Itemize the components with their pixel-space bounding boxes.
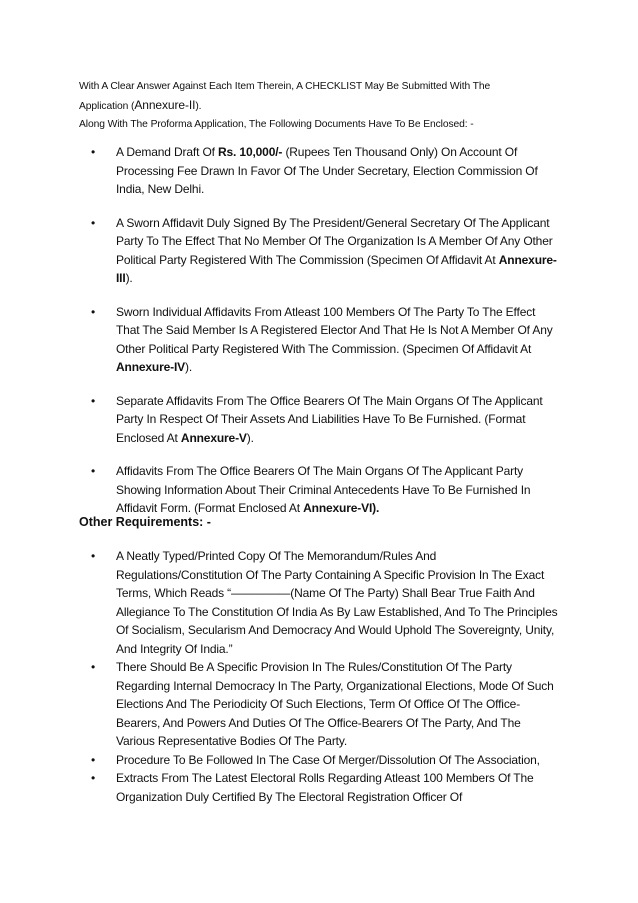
intro-line-3 bbox=[79, 116, 599, 134]
item-text-post: ). bbox=[185, 360, 193, 374]
item-text: There Should Be A Specific Provision In The Rules/Constitution Of The Party Regarding Internal Democracy In The Party, Organizational Elections, Mode Of Such Elections And The Periodicity Of Such Elections, Term Of Office Of The Office-Bearers, And Powers And Duties Of The Office-Bearers Of The Party, And The Various Representative Bodies Of The Party. bbox=[116, 660, 554, 748]
bullet-icon: • bbox=[91, 464, 96, 478]
item-text-pre: Separate Affidavits From The Office Bearers Of The Main Organs Of The Applicant Party In Respect Of Their Assets And Liabilities Have To Be Furnished. (Format Enclosed At bbox=[116, 393, 543, 445]
item-text-bold: Annexure-VI). bbox=[303, 501, 380, 515]
other-requirements-list bbox=[79, 547, 559, 806]
intro-line-1-text: With A Clear Answer Against Each Item Therein, A CHECKLIST May Be Submitted With The bbox=[79, 81, 491, 92]
list-item bbox=[79, 214, 559, 288]
other-requirements-heading: Other Requirements: - bbox=[79, 515, 211, 529]
list-item bbox=[79, 303, 559, 377]
item-text: Procedure To Be Followed In The Case Of Merger/Dissolution Of The Association, bbox=[116, 752, 540, 767]
intro-line-2-prefix: Application ( bbox=[79, 101, 135, 112]
item-text: A Neatly Typed/Printed Copy Of The Memorandum/Rules And Regulations/Constitution Of The Party Containing A Specific Provision In The Exact Terms, Which Reads “—————(Name Of The Party) Shall Bear True Faith And Allegiance To The Constitution Of India As By Law Established, And To The Principles Of Socialism, Secularism And Democracy And Would Uphold The Sovereignty, Unity, And Integrity Of India.” bbox=[116, 549, 558, 656]
bullet-icon: • bbox=[91, 304, 96, 319]
intro-line-3-text: Along With The Proforma Application, The Following Documents Have To Be Enclosed: - bbox=[79, 119, 474, 130]
bullet-icon: • bbox=[91, 771, 96, 785]
item-text-pre: Sworn Individual Affidavits From Atleast 100 Members Of The Party To The Effect That The Said Member Is A Registered Elector And That He Is Not A Member Of Any Other Political Party Registered With The Commission. (Specimen Of Affidavit At bbox=[116, 304, 553, 356]
item-text: Extracts From The Latest Electoral Rolls Regarding Atleast 100 Members Of The Organization Duly Certified By The Electoral Registration Officer Of bbox=[116, 771, 534, 804]
list-item bbox=[79, 392, 559, 448]
item-text-pre: Affidavits From The Office Bearers Of The Main Organs Of The Applicant Party Showing Information About Their Criminal Antecedents Have To Be Furnished In Affidavit Form. (Format Enclosed At bbox=[116, 464, 531, 515]
bullet-icon: • bbox=[91, 145, 96, 159]
item-text-post: (Rupees Ten Thousand Only) On Account Of Processing Fee Drawn In Favor Of The Under Secretary, Election Commission Of India, New Delhi. bbox=[116, 145, 538, 196]
list-item bbox=[79, 547, 559, 658]
item-text-post: ). bbox=[246, 430, 254, 445]
annexure-ii-ref: Annexure-II bbox=[134, 98, 196, 112]
item-text-bold: Annexure-IV bbox=[116, 360, 186, 374]
list-item bbox=[79, 143, 559, 199]
documents-list bbox=[79, 143, 559, 533]
item-text-pre: A Sworn Affidavit Duly Signed By The President/General Secretary Of The Applicant Party To The Effect That No Member Of The Organization Is A Member Of Any Other Political Party Registered With The Commission (Specimen Of Affidavit At bbox=[116, 215, 553, 267]
intro-line-2 bbox=[79, 96, 599, 116]
item-text-pre: A Demand Draft Of bbox=[116, 145, 219, 159]
bullet-icon: • bbox=[91, 549, 96, 563]
item-text-bold: Annexure-III bbox=[116, 252, 557, 285]
bullet-icon: • bbox=[91, 215, 96, 230]
intro-line-2-suffix: ). bbox=[195, 101, 202, 112]
item-text-bold: Rs. 10,000/- bbox=[218, 145, 283, 159]
intro-line-1 bbox=[79, 78, 599, 96]
bullet-icon: • bbox=[91, 660, 96, 674]
list-item bbox=[79, 751, 559, 770]
intro-paragraph bbox=[79, 78, 599, 134]
list-item bbox=[79, 462, 559, 518]
item-text-post: ). bbox=[125, 271, 133, 285]
bullet-icon: • bbox=[91, 752, 96, 767]
list-item bbox=[79, 769, 559, 806]
item-text-bold: Annexure-V bbox=[180, 430, 247, 445]
list-item bbox=[79, 658, 559, 751]
bullet-icon: • bbox=[91, 393, 96, 408]
